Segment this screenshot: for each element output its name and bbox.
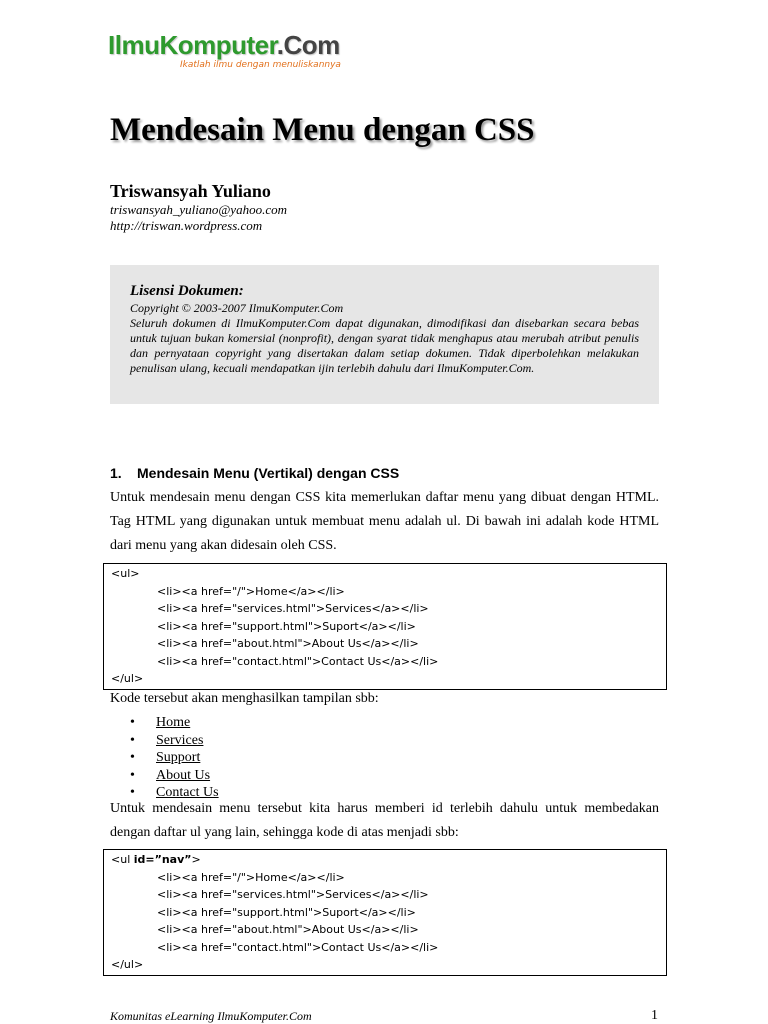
bullet-icon: • xyxy=(130,785,135,800)
code-line: <li><a href="about.html">About Us</a></li> xyxy=(157,923,419,936)
code-line: <li><a href="contact.html">Contact Us</a></li> xyxy=(157,940,439,954)
logo-wordmark: IlmuKomputer.Com xyxy=(108,30,340,60)
list-item xyxy=(110,732,219,750)
code-line: <ul id=”nav”> xyxy=(111,853,201,866)
code-line: <li><a href="support.html">Suport</a></li> xyxy=(157,905,416,919)
section-title: Mendesain Menu (Vertikal) dengan CSS xyxy=(137,465,400,481)
code-line: <li><a href="services.html">Services</a></li> xyxy=(157,888,429,901)
footer-text: Komunitas eLearning IlmuKomputer.Com xyxy=(110,1009,312,1023)
list-item xyxy=(110,767,219,785)
second-paragraph: Untuk mendesain menu tersebut kita harus memberi id terlebih dahulu untuk membedakan dengan daftar ul yang lain, sehingga kode di atas menjadi sbb: xyxy=(110,801,659,840)
section-number: 1. xyxy=(110,465,122,481)
code-line: <li><a href="/">Home</a></li> xyxy=(157,584,345,598)
license-box xyxy=(110,265,659,404)
code-id-attribute: id=”nav” xyxy=(133,853,192,866)
code-line: <li><a href="support.html">Suport</a></li> xyxy=(157,619,416,633)
rendered-menu-list xyxy=(110,714,219,802)
menu-link-home[interactable]: Home xyxy=(156,715,191,730)
author-name: Triswansyah Yuliano xyxy=(110,181,271,201)
menu-link-contact[interactable]: Contact Us xyxy=(156,785,219,800)
code-block-1 xyxy=(103,563,667,690)
code-line: <li><a href="services.html">Services</a></li> xyxy=(157,602,429,615)
license-title: Lisensi Dokumen: xyxy=(130,283,244,299)
section-heading xyxy=(110,464,399,482)
bullet-icon: • xyxy=(130,750,135,765)
author-website: http://triswan.wordpress.com xyxy=(110,218,263,233)
bullet-icon: • xyxy=(130,715,135,730)
code-line: </ul> xyxy=(111,958,144,971)
code-line: <li><a href="/">Home</a></li> xyxy=(157,870,345,884)
page-number: 1 xyxy=(651,1008,658,1023)
license-body: Seluruh dokumen di IlmuKomputer.Com dapat digunakan, dimodifikasi dan disebarkan secara bebas untuk tujuan bukan komersial (nonprofit), dengan syarat tidak menghapus atau merubah atribut penulis dan pernyataan copyright yang disertakan dalam setiap dokumen. Tidak diperbolehkan melakukan penulisan ulang, kecuali mendapatkan ijin terlebih dahulu dari IlmuKomputer.Com. xyxy=(130,316,639,375)
author-email: triswansyah_yuliano@yahoo.com xyxy=(110,202,287,217)
menu-link-support[interactable]: Support xyxy=(156,750,201,765)
menu-link-about[interactable]: About Us xyxy=(156,767,211,783)
code-line: </ul> xyxy=(111,672,144,685)
list-item xyxy=(110,749,219,767)
author-contact xyxy=(110,202,287,234)
logo-tagline: Ikatlah ilmu dengan menuliskannya xyxy=(180,60,341,70)
code-line: <li><a href="about.html">About Us</a></li> xyxy=(157,637,419,650)
result-text: Kode tersebut akan menghasilkan tampilan sbb: xyxy=(110,691,379,706)
license-copyright: Copyright © 2003-2007 IlmuKomputer.Com xyxy=(130,301,344,315)
intro-paragraph: Untuk mendesain menu dengan CSS kita memerlukan daftar menu yang dibuat dengan HTML. Tag HTML yang digunakan untuk membuat menu adalah ul. Di bawah ini adalah kode HTML dari menu yang akan didesain oleh CSS. xyxy=(110,490,659,553)
list-item xyxy=(110,714,219,732)
menu-link-services[interactable]: Services xyxy=(156,732,204,748)
code-block-2 xyxy=(103,849,667,976)
site-logo xyxy=(108,30,341,70)
bullet-icon: • xyxy=(130,767,135,783)
bullet-icon: • xyxy=(130,732,135,748)
document-title: Mendesain Menu dengan CSS xyxy=(110,112,535,148)
code-line: <li><a href="contact.html">Contact Us</a></li> xyxy=(157,654,439,668)
code-line: <ul> xyxy=(111,567,140,580)
